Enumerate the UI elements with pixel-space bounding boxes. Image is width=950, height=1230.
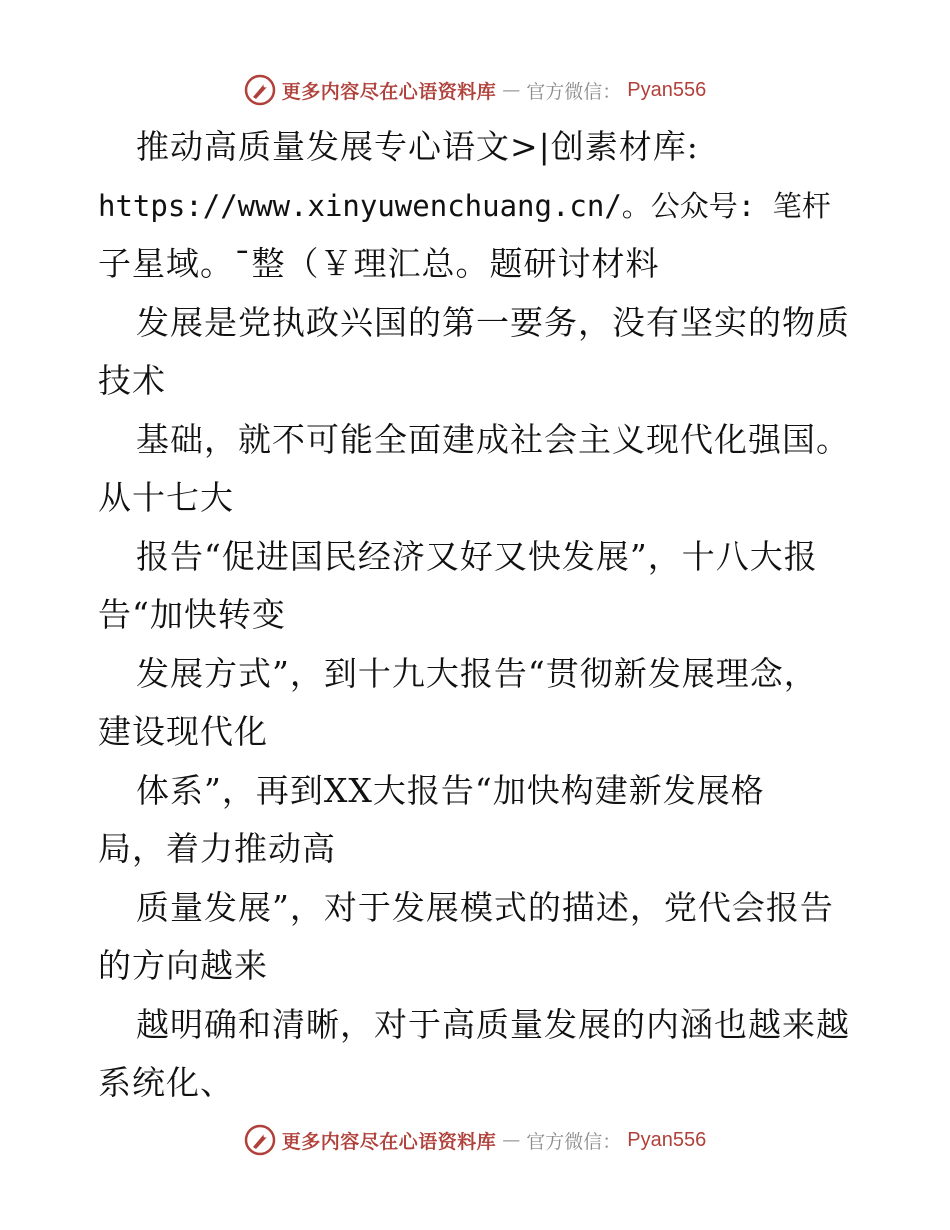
body-line: 的方向越来 (98, 946, 268, 985)
body-line: 子星域。¯整（￥理汇总。题研讨材料 (98, 244, 660, 283)
body-line-url-text: https://www.xinyuwenchuang.cn/。公众号: 笔杆 (98, 188, 831, 223)
document-body (98, 118, 858, 1113)
body-line: 报告“促进国民经济又好又快发展”，十八大报 (136, 536, 818, 576)
body-line: 技术 (98, 361, 166, 400)
body-line: 局，着力推动高 (98, 829, 336, 868)
header-banner (0, 68, 950, 112)
footer-banner-dash: — (502, 1129, 521, 1151)
body-line: 建设现代化 (98, 712, 268, 751)
body-line: 系统化、 (98, 1063, 234, 1102)
footer-banner (0, 1118, 950, 1162)
header-banner-dash: — (502, 79, 521, 101)
body-line: 越明确和清晰，对于高质量发展的内涵也越来越 (136, 1004, 850, 1044)
header-wechat-label: 官方微信： (526, 80, 622, 103)
body-line: 告“加快转变 (98, 595, 286, 634)
body-line: 质量发展”，对于发展模式的描述，党代会报告 (136, 887, 834, 927)
body-line: 发展方式”，到十九大报告“贯彻新发展理念， (136, 653, 818, 693)
body-line: 基础，就不可能全面建成社会主义现代化强国。 (136, 419, 850, 459)
footer-wechat-account: Pyan556 (627, 1128, 707, 1151)
pen-nib-logo-icon (244, 1124, 276, 1156)
pen-nib-logo-icon (244, 74, 276, 106)
body-line-url (98, 177, 858, 236)
body-line: 体系”，再到XX大报告“加快构建新发展格 (136, 770, 765, 810)
footer-wechat-label: 官方微信： (526, 1130, 622, 1153)
body-line: 发展是党执政兴国的第一要务，没有坚实的物质 (136, 302, 850, 342)
header-wechat-account: Pyan556 (627, 78, 707, 101)
header-banner-text: 更多内容尽在心语资料库 (281, 80, 497, 103)
body-line: 推动高质量发展专心语文>|创素材库: (136, 127, 699, 166)
body-line: 从十七大 (98, 478, 234, 517)
footer-banner-text: 更多内容尽在心语资料库 (281, 1130, 497, 1153)
